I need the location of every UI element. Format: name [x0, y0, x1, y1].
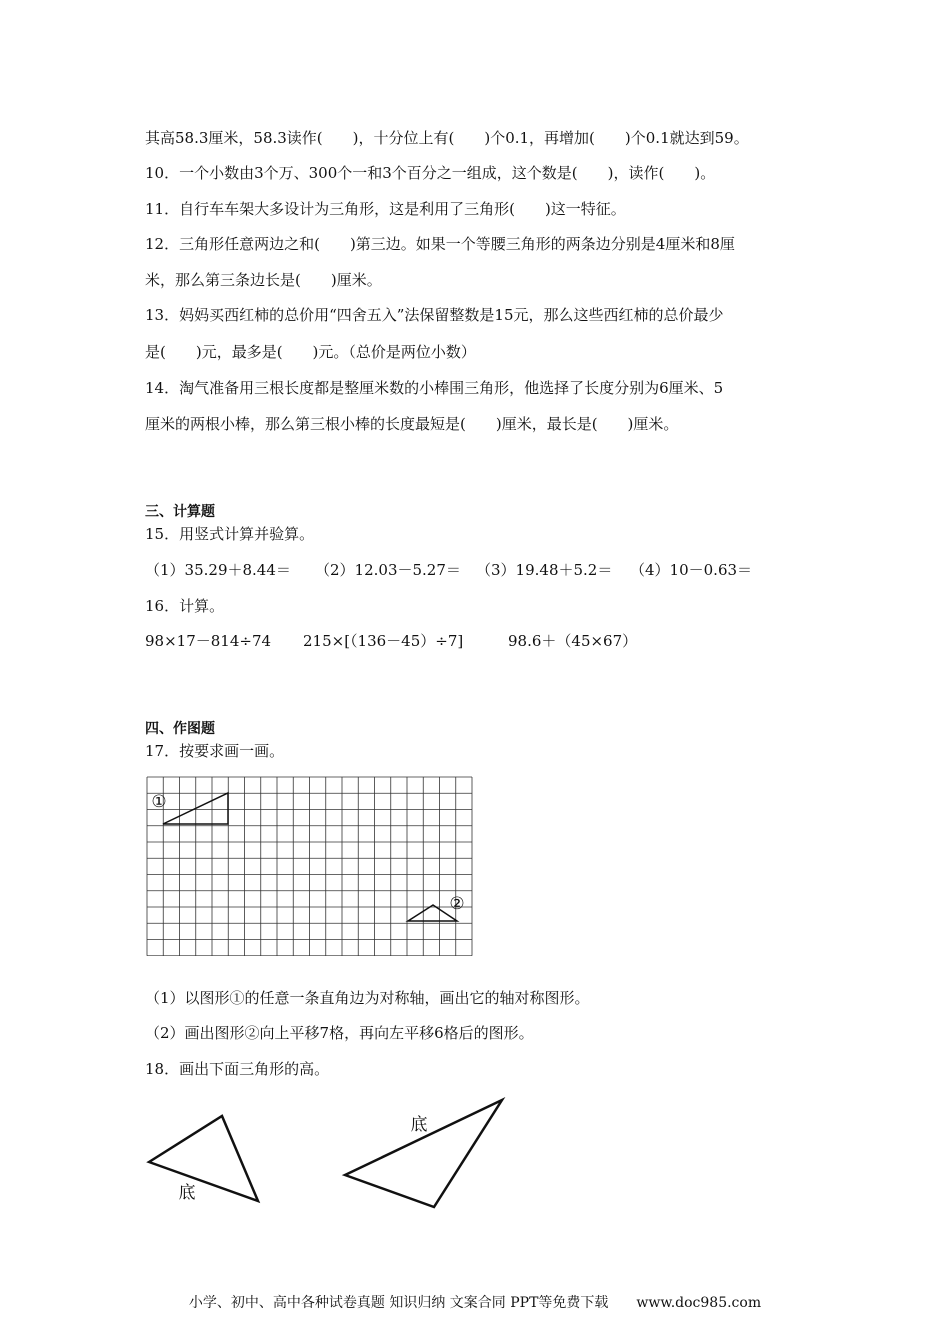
section-3-heading: 三、计算题 — [145, 504, 215, 520]
question-10: 10．一个小数由3个万、300个一和3个百分之一组成，这个数是( )，读作( )。 — [145, 164, 716, 182]
q9-continuation: 其高58.3厘米，58.3读作( )，十分位上有( )个0.1，再增加( )个0.1就达到59。 — [145, 129, 749, 147]
calc-item-3: （3）19.48＋5.2＝ — [476, 561, 613, 579]
question-18: 18．画出下面三角形的高。 — [145, 1060, 330, 1078]
question-17-part-2: （2）画出图形②向上平移7格，再向左平移6格后的图形。 — [145, 1024, 534, 1042]
question-16: 16．计算。 — [145, 597, 225, 615]
triangle-1 — [149, 1116, 258, 1201]
question-14-line1: 14．淘气准备用三根长度都是整厘米数的小棒围三角形，他选择了长度分别为6厘米、5 — [145, 379, 724, 397]
expr-item-1: 98×17－814÷74 — [145, 632, 272, 650]
grid-figure — [146, 776, 476, 956]
expr-item-3: 98.6＋（45×67） — [508, 632, 638, 650]
page-footer: 小学、初中、高中各种试卷真题 知识归纳 文案合同 PPT等免费下载 www.doc985.com — [188, 1295, 762, 1311]
question-15-items — [145, 560, 752, 580]
shape-1-label: ① — [151, 792, 167, 812]
question-12-line2: 米，那么第三条边长是( )厘米。 — [145, 271, 382, 289]
section-4-heading: 四、作图题 — [145, 721, 215, 737]
calc-item-2: （2）12.03－5.27＝ — [315, 561, 461, 579]
triangle-2-base-label: 底 — [410, 1115, 428, 1135]
question-13-line1: 13．妈妈买西红柿的总价用“四舍五入”法保留整数是15元，那么这些西红柿的总价最少 — [145, 306, 724, 324]
question-17-part-1: （1）以图形①的任意一条直角边为对称轴，画出它的轴对称图形。 — [145, 989, 590, 1007]
triangle-1-base-label: 底 — [178, 1183, 196, 1203]
question-15: 15．用竖式计算并验算。 — [145, 525, 315, 543]
question-16-items — [145, 631, 637, 651]
question-12-line1: 12．三角形任意两边之和( )第三边。如果一个等腰三角形的两条边分别是4厘米和8厘 — [145, 235, 735, 253]
shape-2-label: ② — [449, 894, 465, 914]
question-14-line2: 厘米的两根小棒，那么第三根小棒的长度最短是( )厘米，最长是( )厘米。 — [145, 415, 679, 433]
question-13-line2: 是( )元，最多是( )元。（总价是两位小数） — [145, 343, 476, 361]
question-11: 11．自行车车架大多设计为三角形，这是利用了三角形( )这一特征。 — [145, 200, 626, 218]
expr-item-2: 215×[（136－45）÷7] — [303, 632, 464, 650]
calc-item-4: （4）10－0.63＝ — [630, 561, 753, 579]
triangles-figure — [140, 1092, 520, 1222]
question-17: 17．按要求画一画。 — [145, 742, 285, 760]
calc-item-1: （1）35.29＋8.44＝ — [145, 561, 291, 579]
